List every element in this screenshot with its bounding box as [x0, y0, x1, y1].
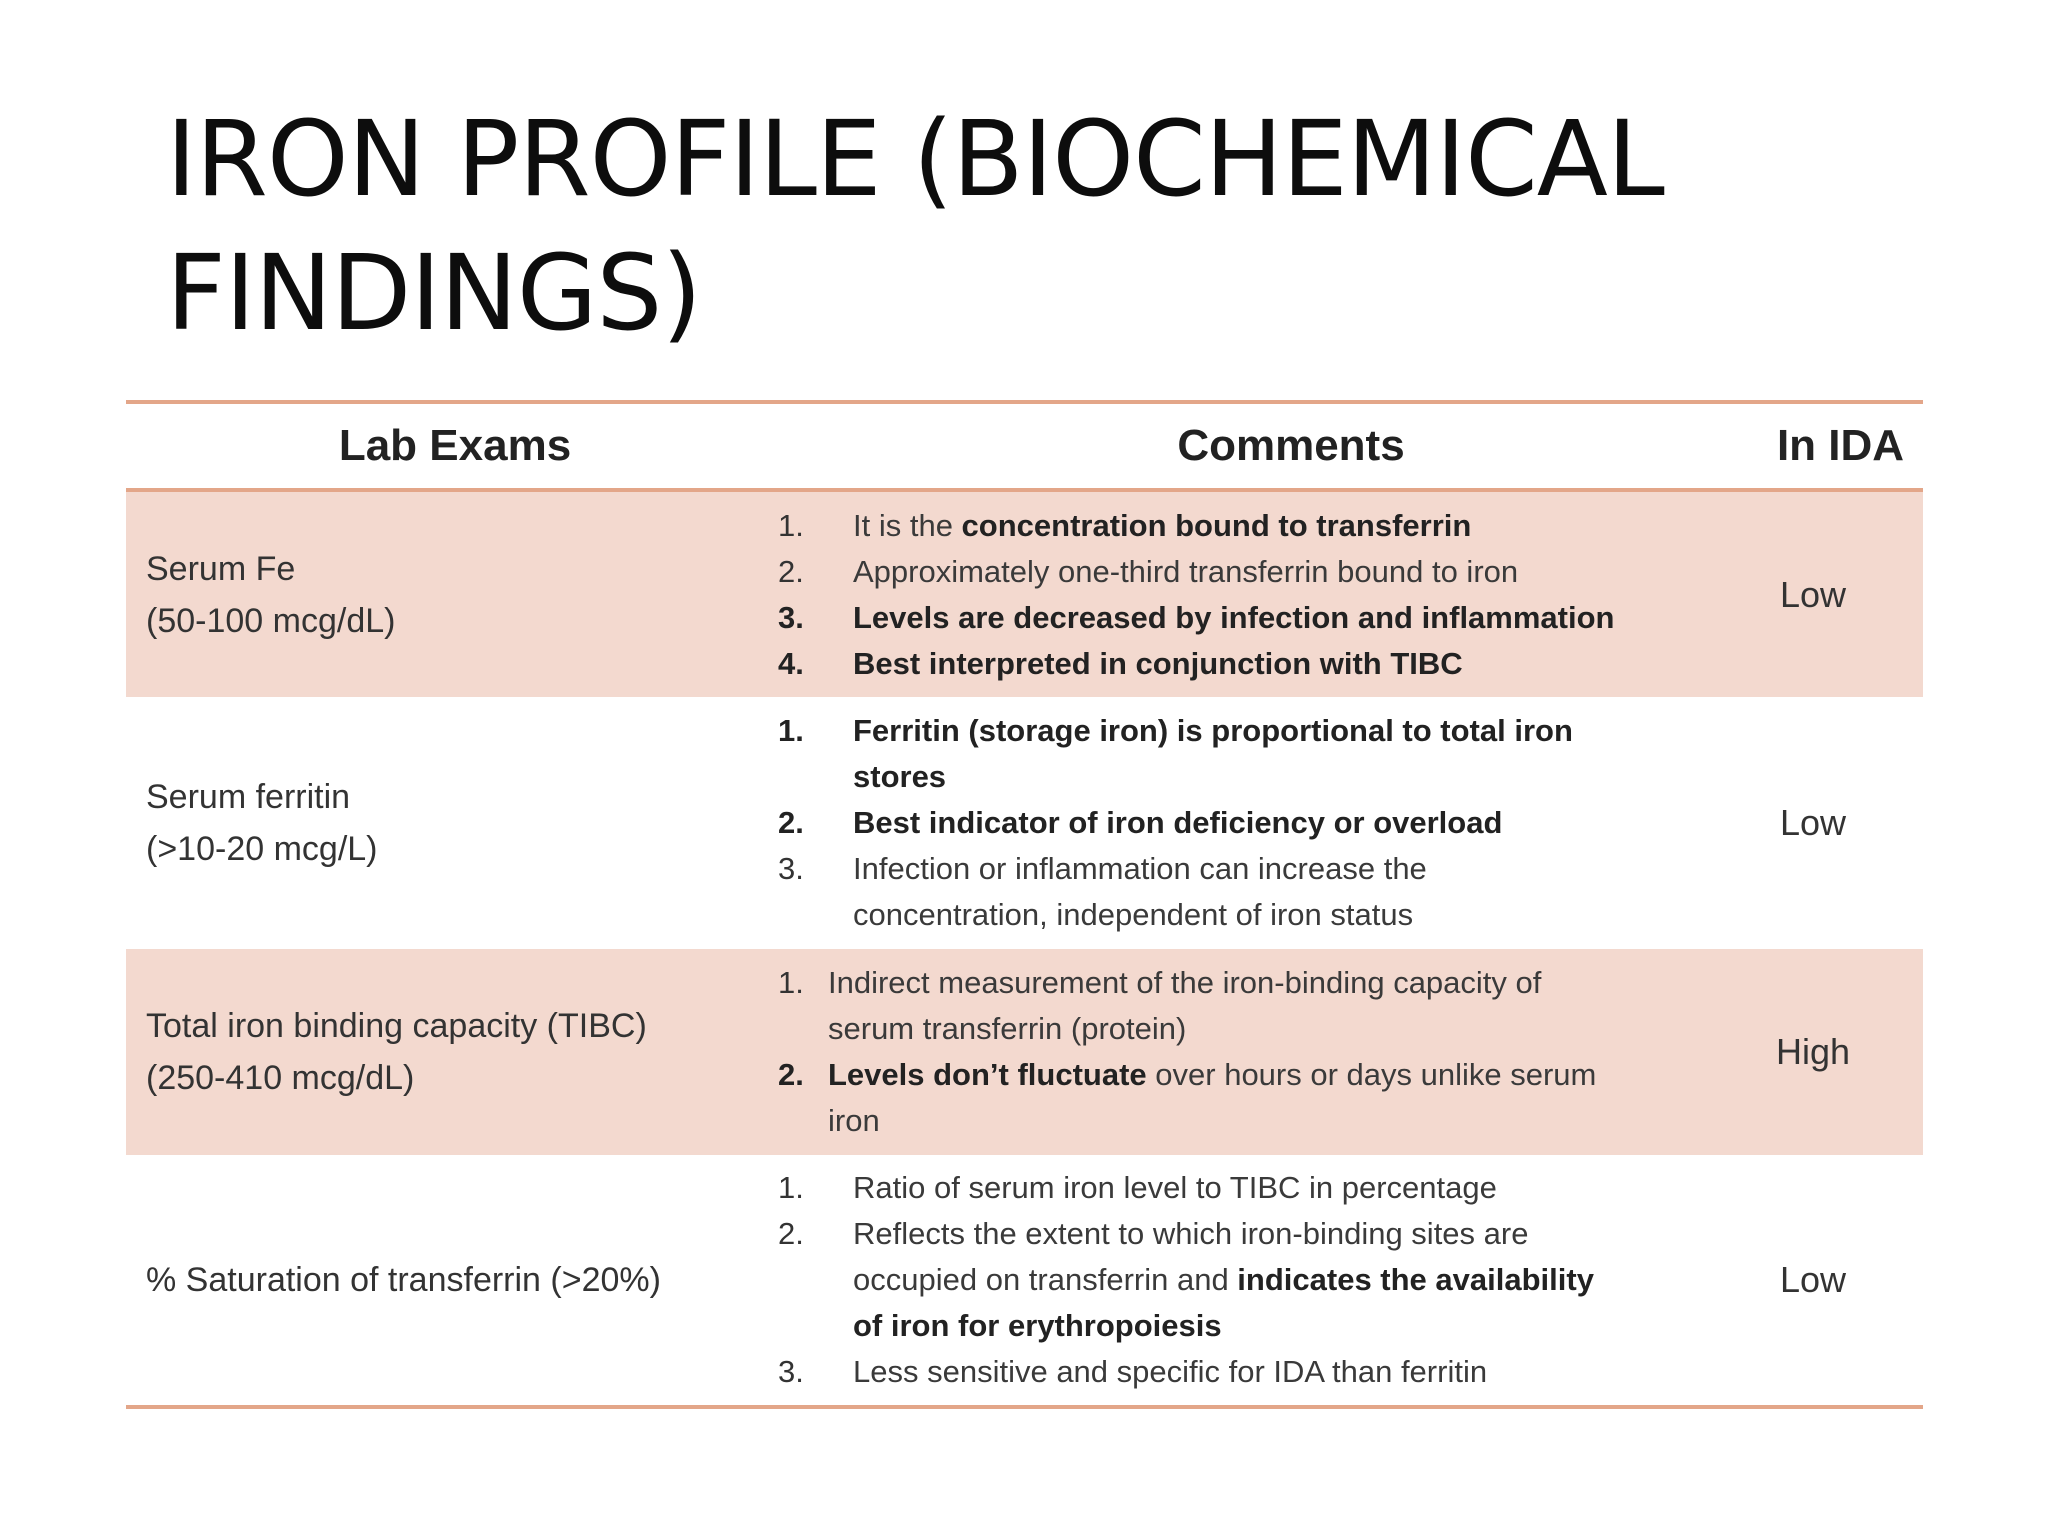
row-ida-result: Low [1779, 1259, 1847, 1300]
comment-number: 2. [778, 553, 804, 589]
header-in-ida: In IDA [1776, 421, 1905, 470]
comment-text-part: occupied on transferrin and [853, 1262, 1238, 1297]
slide-title [166, 92, 1926, 360]
comment-item [778, 595, 1703, 641]
comment-item [778, 1211, 1703, 1349]
header-lab-exams: Lab Exams [338, 421, 572, 470]
comment-text-part: It is the [853, 507, 962, 543]
row-ida-result: Low [1779, 802, 1847, 843]
comment-item [778, 800, 1703, 846]
comment-text-bold: indicates the availability [1237, 1262, 1594, 1297]
header-comments: Comments [1177, 421, 1405, 470]
comment-item [778, 708, 1703, 800]
comment-list [778, 708, 1703, 938]
comment-text-line: concentration, independent of iron status [853, 897, 1414, 932]
table-header-row [126, 404, 1923, 488]
comment-text: Less sensitive and specific for IDA than ferritin [853, 1354, 1488, 1389]
comment-number: 1. [778, 507, 804, 543]
slide-title-line-2: FINDINGS) [166, 232, 702, 354]
comment-number: 2. [778, 1216, 804, 1251]
row-lab-exam [126, 543, 778, 647]
table-row [126, 949, 1923, 1155]
comment-text-line: Infection or inflammation can increase the [853, 851, 1427, 886]
comment-text-bold: of iron for erythropoiesis [853, 1308, 1222, 1343]
comment-text-line: iron [828, 1103, 880, 1138]
comment-text-line: stores [853, 759, 947, 794]
table-bottom-rule [126, 1405, 1923, 1409]
comment-list [778, 503, 1703, 687]
comment-item [778, 549, 1703, 595]
comment-number: 1. [778, 965, 804, 1000]
row-comments [778, 960, 1703, 1144]
comment-text-line: Reflects the extent to which iron-binding sites are [853, 1216, 1529, 1251]
comment-item [778, 641, 1703, 687]
comment-number: 3. [778, 851, 804, 886]
comment-number: 2. [778, 805, 804, 840]
comment-number: 3. [778, 599, 804, 635]
comment-number: 2. [778, 1057, 804, 1092]
table-row [126, 697, 1923, 949]
row-lab-exam [126, 771, 778, 875]
row-ida-result: Low [1779, 573, 1847, 615]
comment-text [853, 503, 1703, 549]
comment-text: Best interpreted in conjunction with TIBC [853, 645, 1463, 681]
slide-title-line-1: IRON PROFILE (BIOCHEMICAL [166, 98, 1664, 220]
row-ida-result: High [1775, 1031, 1851, 1072]
comment-text [853, 708, 1703, 800]
comment-text [828, 1052, 1703, 1144]
lab-exam-name: % Saturation of transferrin (>20%) [146, 1261, 661, 1299]
row-comments [778, 1165, 1703, 1395]
comment-text [853, 1211, 1703, 1349]
lab-exam-range: (250-410 mcg/dL) [146, 1059, 415, 1097]
comment-text-line: serum transferrin (protein) [828, 1011, 1187, 1046]
comment-text-line: Ferritin (storage iron) is proportional to total iron [853, 713, 1573, 748]
iron-profile-table [126, 400, 1923, 1409]
comment-item [778, 1349, 1703, 1395]
comment-number: 3. [778, 1354, 804, 1389]
lab-exam-name: Serum Fe [146, 549, 296, 588]
comment-text-bold: Levels don’t fluctuate [828, 1057, 1147, 1092]
comment-item [778, 503, 1703, 549]
table-row [126, 1155, 1923, 1405]
comment-text: Best indicator of iron deficiency or overload [853, 805, 1503, 840]
comment-item [778, 846, 1703, 938]
comment-number: 1. [778, 1170, 804, 1205]
comment-number: 4. [778, 645, 804, 681]
row-lab-exam [126, 1000, 778, 1104]
lab-exam-range: (>10-20 mcg/L) [146, 830, 378, 868]
row-comments [778, 503, 1703, 687]
row-comments [778, 708, 1703, 938]
comment-text [853, 846, 1703, 938]
comment-text: Approximately one-third transferrin bound to iron [853, 553, 1519, 589]
comment-number: 1. [778, 713, 804, 748]
comment-text-line: Indirect measurement of the iron-binding capacity of [828, 965, 1542, 1000]
lab-exam-name: Total iron binding capacity (TIBC) [146, 1007, 647, 1045]
comment-text: Levels are decreased by infection and inflammation [853, 599, 1615, 635]
comment-item [778, 1165, 1703, 1211]
comment-list [778, 960, 1703, 1144]
comment-item [778, 960, 1703, 1052]
comment-item [778, 1052, 1703, 1144]
comment-text-bold: concentration bound to transferrin [961, 507, 1472, 543]
comment-text-part: over hours or days unlike serum [1146, 1057, 1597, 1092]
comment-text [828, 960, 1703, 1052]
comment-text: Ratio of serum iron level to TIBC in percentage [853, 1170, 1497, 1205]
table-row [126, 492, 1923, 697]
lab-exam-name: Serum ferritin [146, 778, 351, 816]
row-lab-exam [126, 1254, 778, 1306]
lab-exam-range: (50-100 mcg/dL) [146, 601, 396, 640]
comment-list [778, 1165, 1703, 1395]
